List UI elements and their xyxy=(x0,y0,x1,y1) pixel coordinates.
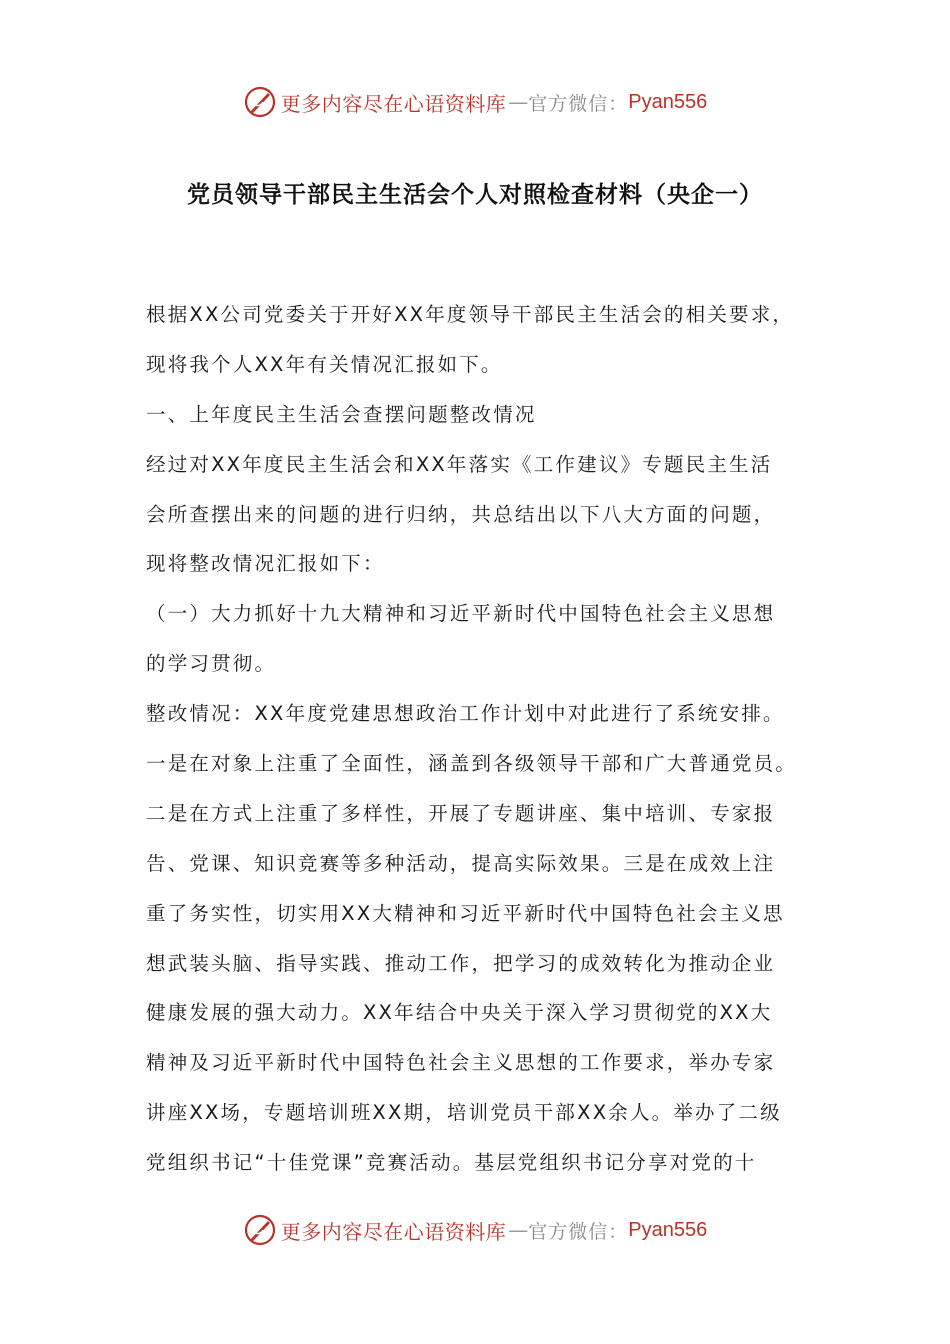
watermark-account: Pyan556 xyxy=(628,90,708,113)
quill-logo-icon xyxy=(243,85,277,119)
paragraph-line: 党组织书记“十佳党课”竞赛活动。基层党组织书记分享对党的十 xyxy=(146,1151,757,1175)
subsection-heading: （一）大力抓好十九大精神和习近平新时代中国特色社会主义思想 xyxy=(146,602,776,626)
paragraph-line: 现将我个人XX年有关情况汇报如下。 xyxy=(146,352,503,376)
quill-logo-icon xyxy=(243,1213,277,1247)
paragraph-line: 根据XX公司党委关于开好XX年度领导干部民主生活会的相关要求， xyxy=(146,303,795,326)
paragraph-line: 健康发展的强大动力。XX年结合中央关于深入学习贯彻党的XX大 xyxy=(146,1001,773,1025)
watermark-brand: 更多内容尽在心语资料库 xyxy=(280,1219,507,1244)
document-title: 党员领导干部民主生活会个人对照检查材料（央企一） xyxy=(187,182,763,208)
watermark-header xyxy=(0,80,950,124)
paragraph-line: 想武装头脑、指导实践、推动工作，把学习的成效转化为推动企业 xyxy=(146,951,776,975)
document-body xyxy=(146,290,810,1188)
watermark-account: Pyan556 xyxy=(628,1218,708,1241)
watermark-separator: — xyxy=(508,1218,527,1242)
watermark-separator: — xyxy=(508,90,527,114)
paragraph-line: 告、党课、知识竞赛等多种活动，提高实际效果。三是在成效上注 xyxy=(146,851,776,875)
paragraph-line: 整改情况：XX年度党建思想政治工作计划中对此进行了系统安排。 xyxy=(146,702,785,726)
watermark-brand: 更多内容尽在心语资料库 xyxy=(280,91,507,116)
paragraph-line: 现将整改情况汇报如下： xyxy=(146,552,385,576)
paragraph-line: 会所查摆出来的问题的进行归纳，共总结出以下八大方面的问题， xyxy=(146,502,776,526)
subsection-heading: 的学习贯彻。 xyxy=(146,652,277,676)
watermark-label: 官方微信： xyxy=(528,1220,629,1243)
paragraph-line: 二是在方式上注重了多样性，开展了专题讲座、集中培训、专家报 xyxy=(146,801,776,825)
paragraph-line: 经过对XX年度民主生活会和XX年落实《工作建议》专题民主生活 xyxy=(146,452,773,476)
section-heading: 一、上年度民主生活会查摆问题整改情况 xyxy=(146,402,537,426)
paragraph-line: 讲座XX场，专题培训班XX期，培训党员干部XX余人。举办了二级 xyxy=(146,1101,782,1125)
paragraph-line: 一是在对象上注重了全面性，涵盖到各级领导干部和广大普通党员。 xyxy=(146,752,798,776)
paragraph-line: 精神及习近平新时代中国特色社会主义思想的工作要求，举办专家 xyxy=(146,1051,776,1075)
watermark-footer xyxy=(0,1208,950,1252)
watermark-label: 官方微信： xyxy=(528,92,629,115)
paragraph-line: 重了务实性，切实用XX大精神和习近平新时代中国特色社会主义思 xyxy=(146,901,785,925)
